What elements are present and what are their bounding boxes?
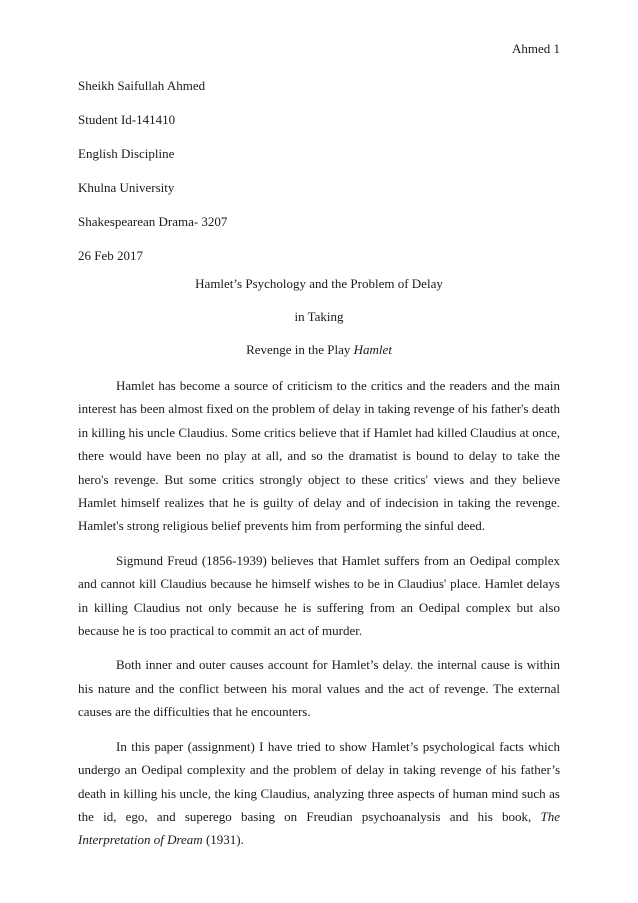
date: 26 Feb 2017	[78, 248, 143, 263]
paragraph-4-tail: (1931).	[202, 832, 244, 848]
title-line-2: in Taking	[294, 309, 344, 324]
paper-body	[78, 374, 560, 863]
page-header-label: Ahmed 1	[511, 41, 560, 56]
book-title: The Interpretation of Dream	[78, 808, 560, 848]
course: Shakespearean Drama- 3207	[78, 214, 228, 229]
discipline: English Discipline	[78, 146, 175, 161]
title-line-3	[78, 342, 560, 375]
title-play-name: Hamlet	[353, 342, 392, 357]
mla-heading	[78, 78, 560, 282]
paragraph-1: Hamlet has become a source of criticism to the critics and the readers and the main interest has been almost fixed on the problem of delay in taking revenge of his father's death in killing his uncle Claudius. Some critics believe that if Hamlet had killed Claudius at once, there would have been no play at all, and so the dramatist is bound to delay to take the hero's revenge. But some critics strongly object to these critics' views and they believe Hamlet himself realizes that he is guilty of delay and of indecision in taking the revenge. Hamlet's strong religious belief prevents him from performing the sinful deed.	[78, 378, 560, 534]
student-id: Student Id-141410	[78, 112, 176, 127]
university: Khulna University	[78, 180, 175, 195]
author-name: Sheikh Saifullah Ahmed	[78, 78, 206, 93]
paper-title	[78, 276, 560, 375]
paragraph-4-text: In this paper (assignment) I have tried to show Hamlet’s psychological facts which undergo an Oedipal complexity and the problem of delay in taking revenge of his father’s death in killing his uncle, the king Claudius, analyzing three aspects of human mind such as the id, ego, and superego basing on Freudian psychoanalysis and his book,	[78, 738, 560, 824]
title-line-3-prefix: Revenge in the Play	[246, 342, 354, 357]
paragraph-4	[78, 735, 560, 852]
paragraph-3: Both inner and outer causes account for Hamlet’s delay. the internal cause is within his nature and the conflict between his moral values and the act of revenge. The external causes are the difficulties that he encounters.	[78, 657, 560, 720]
title-line-1: Hamlet’s Psychology and the Problem of Delay	[195, 276, 443, 291]
paragraph-2: Sigmund Freud (1856-1939) believes that Hamlet suffers from an Oedipal complex and cannot kill Claudius because he himself wishes to be in Claudius' place. Hamlet delays in killing Claudius not only because he is suffering from an Oedipal complex but also because he is too practical to commit an act of murder.	[78, 552, 560, 639]
